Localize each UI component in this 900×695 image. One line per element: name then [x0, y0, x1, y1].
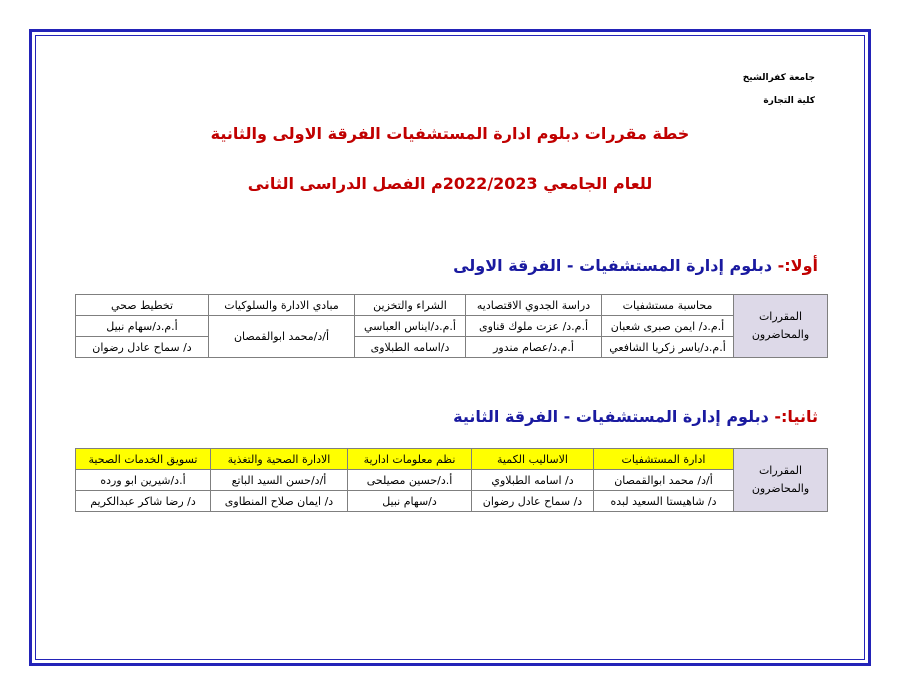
lecturer-cell: د/ اسامه الطبلاوي	[472, 470, 594, 491]
lecturer-cell: د/ ايمان صلاح المنطاوى	[211, 491, 348, 512]
academic-year-title: للعام الجامعي 2022/2023م الفصل الدراسى الثانى	[247, 174, 653, 193]
section1-heading	[453, 256, 818, 275]
courses-lecturers-label: المقررات والمحاضرون	[734, 295, 828, 358]
courses-lecturers-label: المقررات والمحاضرون	[734, 449, 828, 512]
lecturer-cell: أ.د/حسين مصيلحى	[348, 470, 472, 491]
table-row	[76, 295, 828, 316]
lecturer-cell: د/ سماح عادل رضوان	[472, 491, 594, 512]
section1-table	[75, 294, 828, 358]
lecturer-cell: أ.م.د/ايناس العباسي	[355, 316, 466, 337]
section2-label: ثانيا:-	[774, 407, 818, 426]
lecturer-cell: د/ سماح عادل رضوان	[76, 337, 209, 358]
lecturer-cell: أ.د/شيرين ابو ورده	[76, 470, 211, 491]
lecturer-cell: أ.م.د/ عزت ملوك قناوى	[466, 316, 602, 337]
course-name-cell: تخطيط صحي	[76, 295, 209, 316]
lecturer-cell: أ.م.د/عصام مندور	[466, 337, 602, 358]
course-name-cell: الاساليب الكمية	[472, 449, 594, 470]
section2-title: دبلوم إدارة المستشفيات - الفرقة الثانية	[453, 407, 775, 426]
lecturer-cell: د/ رضا شاكر عبدالكريم	[76, 491, 211, 512]
table-row	[76, 449, 828, 470]
course-name-cell: ادارة المستشفيات	[594, 449, 734, 470]
lecturer-cell: أ/د/حسن السيد الباتع	[211, 470, 348, 491]
table-row	[76, 470, 828, 491]
lecturer-cell: د/سهام نبيل	[348, 491, 472, 512]
table-row	[76, 337, 828, 358]
lecturer-cell: أ/د/محمد ابوالقمصان	[209, 316, 355, 358]
section2-heading	[453, 407, 818, 426]
section2-table	[75, 448, 828, 512]
section1-label: أولا:-	[777, 256, 818, 275]
course-name-cell: محاسبة مستشفيات	[602, 295, 734, 316]
lecturer-cell: أ.م.د/ ايمن صبرى شعبان	[602, 316, 734, 337]
table-row	[76, 316, 828, 337]
lecturer-cell: د/ شاهيستا السعيد لبده	[594, 491, 734, 512]
table-row	[76, 491, 828, 512]
course-name-cell: تسويق الخدمات الصحية	[76, 449, 211, 470]
lecturer-cell: أ/د/ محمد ابوالقمصان	[594, 470, 734, 491]
faculty-name: كلية التجارة	[763, 96, 815, 106]
course-name-cell: دراسة الجدوي الاقتصاديه	[466, 295, 602, 316]
course-name-cell: نظم معلومات ادارية	[348, 449, 472, 470]
lecturer-cell: أ.م.د/ياسر زكريا الشافعي	[602, 337, 734, 358]
course-name-cell: الادارة الصحية والتغذية	[211, 449, 348, 470]
section1-title: دبلوم إدارة المستشفيات - الفرقة الاولى	[453, 256, 778, 275]
lecturer-cell: د/اسامه الطبلاوى	[355, 337, 466, 358]
course-name-cell: الشراء والتخزين	[355, 295, 466, 316]
university-name: جامعة كفرالشيخ	[742, 73, 815, 83]
document-title: خطة مقررات دبلوم ادارة المستشفيات الفرقة الاولى والثانية	[210, 124, 690, 143]
course-name-cell: مبادي الادارة والسلوكيات	[209, 295, 355, 316]
lecturer-cell: أ.م.د/سهام نبيل	[76, 316, 209, 337]
